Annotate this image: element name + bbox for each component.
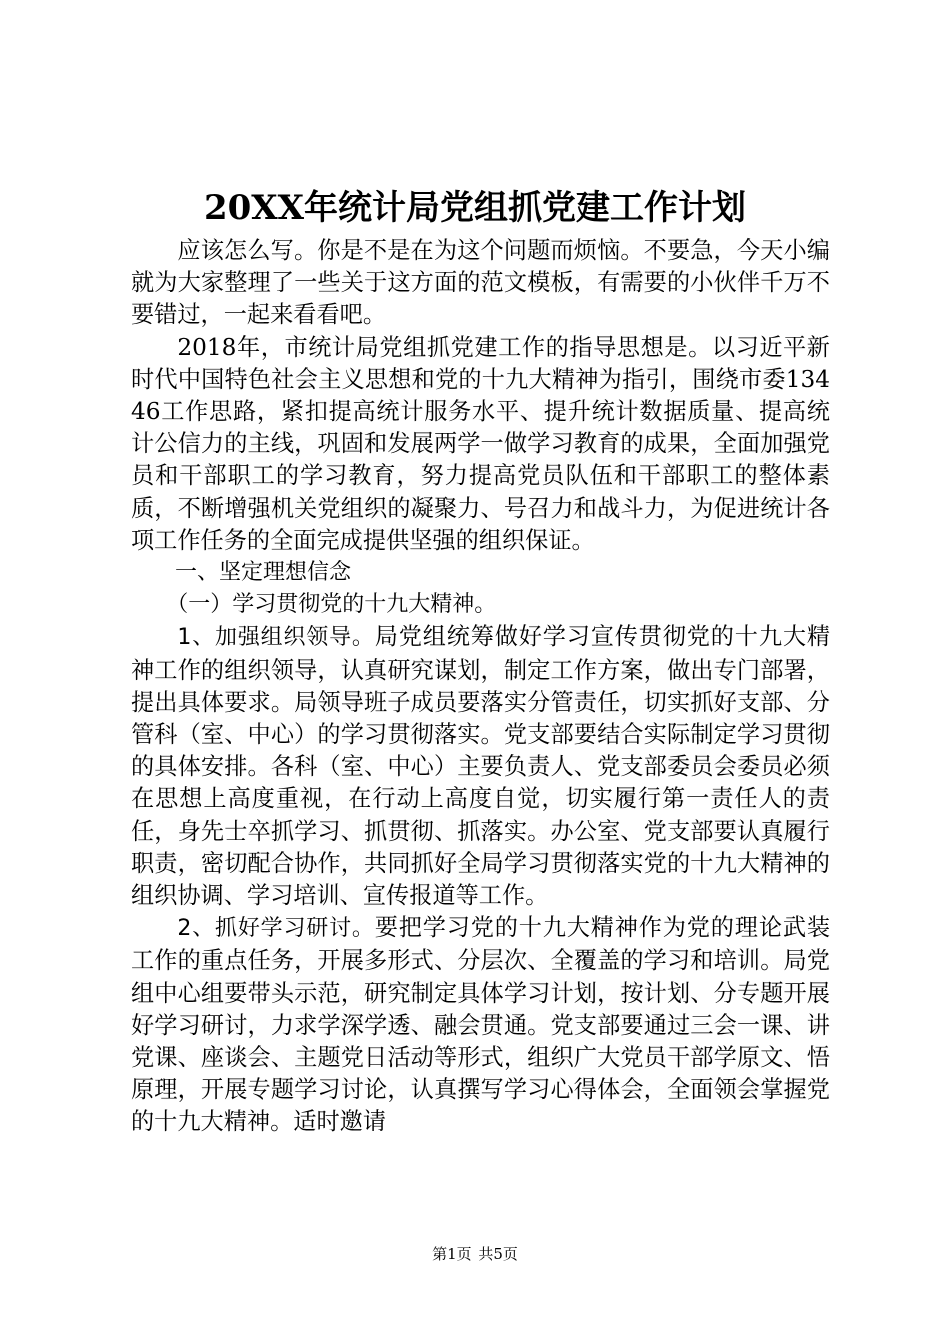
document-title: 20XX年统计局党组抓党建工作计划	[203, 188, 747, 228]
intro-paragraph: 应该怎么写。你是不是在为这个问题而烦恼。不要急，今天小编就为大家整理了一些关于这方面的范文模板，有需要的小伙伴千万不要错过，一起来看看吧。	[131, 237, 830, 329]
section-heading: 一、坚定理想信念	[175, 560, 352, 586]
item-text-2: 要把学习党的十九大精神作为党的理论武装工作的重点任务，开展多形式、分层次、全覆盖的学习和培训。局党组中心组要带头示范，研究制定具体学习计划，按计划、分专题开展好学习研讨，力求学深学透、融会贯通。党支部要通过三会一课、讲党课、座谈会、主题党日活动等形式，组织广大党员干部学原文、悟原理，开展专题学习讨论，认真撰写学习心得体会，全面领会掌握党的十九大精神。适时邀请	[131, 914, 831, 1136]
page-footer	[0, 1244, 950, 1264]
page-number: 第1页	[432, 1245, 472, 1263]
item-lead-1: 1、加强组织领导。	[177, 625, 375, 651]
guiding-thought-paragraph: 2018年，市统计局党组抓党建工作的指导思想是。以习近平新时代中国特色社会主义思想和党的十九大精神为指引，围绕市委13446工作思路，紧扣提高统计服务水平、提升统计数据质量、提高统计公信力的主线，巩固和发展两学一做学习教育的成果，全面加强党员和干部职工的学习教育，努力提高党员队伍和干部职工的整体素质，不断增强机关党组织的凝聚力、号召力和战斗力，为促进统计各项工作任务的全面完成提供坚强的组织保证。	[131, 333, 830, 554]
item-paragraph-1	[131, 621, 830, 912]
item-paragraph-2	[131, 912, 830, 1138]
item-text-1: 局党组统筹做好学习宣传贯彻党的十九大精神工作的组织领导，认真研究谋划，制定工作方案，做出专门部署，提出具体要求。局领导班子成员要落实分管责任，切实抓好支部、分管科（室、中心）的学习贯彻落实。党支部要结合实际制定学习贯彻的具体安排。各科（室、中心）主要负责人、党支部委员会委员必须在思想上高度重视，在行动上高度自觉，切实履行第一责任人的责任，身先士卒抓学习、抓贯彻、抓落实。办公室、党支部要认真履行职责，密切配合协作，共同抓好全局学习贯彻落实党的十九大精神的组织协调、学习培训、宣传报道等工作。	[131, 623, 831, 910]
page-total: 共5页	[478, 1245, 518, 1263]
subsection-heading: （一）学习贯彻党的十九大精神。	[166, 592, 497, 618]
document-body	[131, 235, 830, 1139]
item-lead-2: 2、抓好学习研讨。	[177, 916, 375, 942]
